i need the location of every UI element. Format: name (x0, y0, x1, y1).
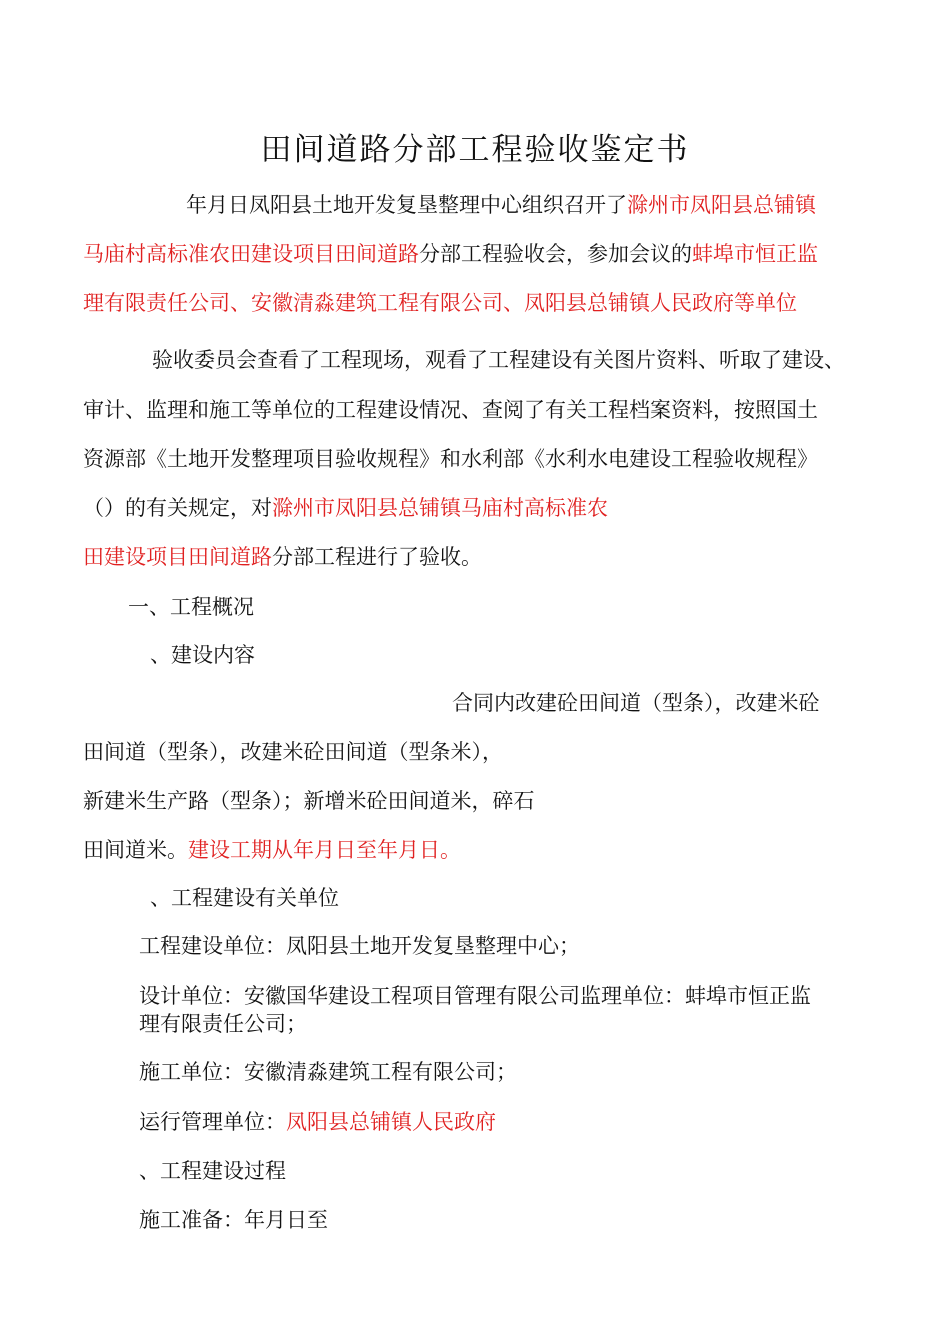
construction-preparation: 施工准备：年月日至 (139, 1208, 328, 1232)
content-text: 田间道米。 (83, 838, 188, 862)
unit-design-line-1: 设计单位：安徽国华建设工程项目管理有限公司监理单位：蚌埠市恒正监 (139, 984, 811, 1008)
review-line-2: 审计、监理和施工等单位的工程建设情况、查阅了有关工程档案资料，按照国土 (83, 398, 818, 422)
subheading-units: 、工程建设有关单位 (150, 886, 339, 910)
content-line-2: 田间道（型条），改建米砼田间道（型条米）， (83, 740, 503, 764)
unit-builder: 工程建设单位：凤阳县土地开发复垦整理中心； (139, 934, 580, 958)
review-line-4 (83, 493, 608, 523)
intro-project-name: 滁州市凤阳县总铺镇 (627, 193, 816, 217)
content-line-4 (83, 835, 461, 865)
content-line-1: 合同内改建砼田间道（型条），改建米砼 (452, 691, 820, 715)
review-line-1: 验收委员会查看了工程现场，观看了工程建设有关图片资料、听取了建设、 (152, 348, 845, 372)
document-title: 田间道路分部工程验收鉴定书 (260, 132, 690, 168)
review-text: 分部工程进行了验收。 (272, 545, 482, 569)
section-heading-overview: 一、工程概况 (128, 595, 254, 619)
intro-line-3: 理有限责任公司、安徽清淼建筑工程有限公司、凤阳县总铺镇人民政府等单位 (83, 291, 797, 315)
unit-design-line-2: 理有限责任公司； (139, 1012, 307, 1036)
review-project-name-cont: 田建设项目田间道路 (83, 545, 272, 569)
intro-text: 分部工程验收会，参加会议的 (419, 242, 692, 266)
subheading-process: 、工程建设过程 (139, 1159, 286, 1183)
review-text: （）的有关规定，对 (83, 496, 272, 520)
content-line-3: 新建米生产路（型条）；新增米砼田间道米，碎石 (83, 789, 535, 813)
unit-operation (139, 1107, 496, 1137)
construction-period: 建设工期从年月日至年月日。 (188, 838, 461, 862)
intro-project-name-cont: 马庙村高标准农田建设项目田间道路 (83, 242, 419, 266)
review-line-3: 资源部《土地开发整理项目验收规程》和水利部《水利水电建设工程验收规程》 (83, 447, 818, 471)
intro-text: 年月日凤阳县土地开发复垦整理中心组织召开了 (186, 193, 627, 217)
unit-construction: 施工单位：安徽清淼建筑工程有限公司； (139, 1060, 517, 1084)
intro-line-1 (186, 190, 816, 220)
unit-operation-label: 运行管理单位： (139, 1110, 286, 1134)
review-line-5 (83, 542, 482, 572)
unit-operation-value: 凤阳县总铺镇人民政府 (286, 1110, 496, 1134)
subheading-content: 、建设内容 (150, 643, 255, 667)
intro-line-2 (83, 239, 818, 269)
intro-attendees: 蚌埠市恒正监 (692, 242, 818, 266)
review-project-name: 滁州市凤阳县总铺镇马庙村高标准农 (272, 496, 608, 520)
